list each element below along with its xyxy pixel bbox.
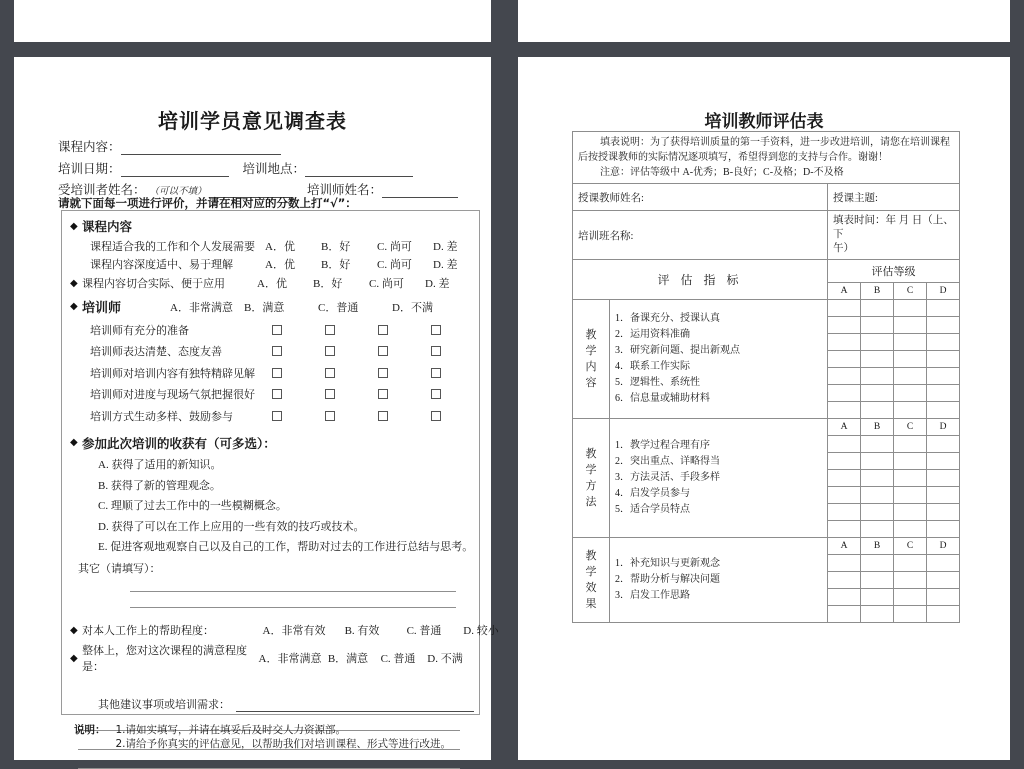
item: 1．补充知识与更新观念	[615, 558, 720, 569]
question-label: 培训方式生动多样、鼓励参与	[90, 410, 233, 423]
checkbox[interactable]	[431, 368, 441, 378]
option-b[interactable]: B．好	[321, 240, 351, 253]
checkbox-cell-b[interactable]	[315, 411, 368, 421]
option-d[interactable]: D. 差	[425, 278, 450, 290]
field-date-location	[58, 159, 458, 177]
checkbox-cell-d[interactable]	[421, 368, 474, 378]
items-teaching-content	[610, 300, 828, 419]
gain-other-input[interactable]	[130, 590, 456, 592]
option-c[interactable]: C. 普通	[406, 625, 442, 637]
checkbox[interactable]	[325, 368, 335, 378]
fill-time-units: 年 月 日（上、下	[833, 215, 954, 240]
section-course-heading	[70, 217, 474, 235]
grade-cell[interactable]	[927, 470, 960, 487]
footer-note-text: 2.请给予你真实的评估意见，以帮助我们对培训课程、形式等进行改进。	[115, 738, 452, 750]
grade-cell[interactable]	[894, 368, 927, 385]
items-teaching-effect	[610, 538, 828, 623]
grade-cell[interactable]	[828, 317, 861, 334]
grade-col-a: A	[828, 419, 861, 436]
checkbox[interactable]	[378, 411, 388, 421]
gain-option[interactable]: D. 获得了可以在工作上应用的一些有效的技巧或技术。	[98, 520, 365, 533]
grade-cell[interactable]	[828, 385, 861, 402]
option-a[interactable]: A．优	[265, 240, 295, 253]
field-trainer-input[interactable]	[382, 185, 458, 198]
item: 4．联系工作实际	[615, 361, 690, 372]
question-label: 培训师表达清楚、态度友善	[90, 346, 222, 358]
grade-cell[interactable]	[828, 334, 861, 351]
diamond-bullet-icon: ◆	[70, 652, 78, 664]
grade-cell[interactable]	[894, 555, 927, 572]
option-c[interactable]: C. 尚可	[377, 259, 412, 271]
question-label: 对本人工作上的帮助程度：	[82, 625, 214, 637]
checkbox-cell-d[interactable]	[421, 389, 474, 399]
items-teaching-method	[610, 419, 828, 538]
grade-cell[interactable]	[861, 589, 894, 606]
grade-cell[interactable]	[927, 436, 960, 453]
grade-cell[interactable]	[828, 300, 861, 317]
left-questionnaire-box	[61, 210, 499, 715]
question-label: 培训师有充分的准备	[90, 324, 189, 337]
option-c[interactable]: C. 普通	[380, 653, 416, 665]
tail-question-row	[70, 642, 474, 674]
question-label: 培训师对进度与现场气氛把握很好	[90, 389, 255, 401]
trainer-scale-b: B．满意	[244, 301, 285, 314]
grade-cell[interactable]	[861, 606, 894, 623]
grade-cell[interactable]	[894, 606, 927, 623]
question-label: 培训师对培训内容有独特精辟见解	[90, 367, 255, 380]
instruction-cell	[573, 132, 960, 184]
grade-col-d: D	[927, 538, 960, 555]
checkbox[interactable]	[378, 389, 388, 399]
option-b[interactable]: B．好	[313, 278, 343, 290]
grade-cell[interactable]	[927, 351, 960, 368]
grade-cell[interactable]	[828, 521, 861, 538]
item: 2．帮助分析与解决问题	[615, 574, 720, 585]
page-right-top-strip	[518, 0, 1010, 42]
grade-cell[interactable]	[861, 317, 894, 334]
diamond-bullet-icon: ◆	[70, 624, 78, 636]
field-date-label: 培训日期：	[58, 161, 121, 176]
gain-option[interactable]: A. 获得了适用的新知识。	[98, 459, 222, 471]
left-document-page	[14, 57, 499, 760]
checkbox-cell-b[interactable]	[315, 346, 368, 356]
right-page-title: 培训教师评估表	[704, 112, 824, 132]
checkbox-cell-b[interactable]	[315, 325, 368, 335]
grade-cell[interactable]	[861, 572, 894, 589]
grade-cell[interactable]	[894, 385, 927, 402]
question-label: 课程内容深度适中、易于理解	[90, 259, 233, 271]
grade-col-d: D	[927, 283, 960, 300]
section-effect-row	[573, 538, 960, 555]
grade-col-b: B	[861, 538, 894, 555]
teacher-name-field[interactable]: 授课教师姓名:	[573, 184, 828, 211]
checkbox[interactable]	[272, 411, 282, 421]
grade-cell[interactable]	[927, 317, 960, 334]
checkbox[interactable]	[272, 389, 282, 399]
grade-cell[interactable]	[861, 436, 894, 453]
grade-col-a: A	[828, 538, 861, 555]
checkbox[interactable]	[378, 325, 388, 335]
option-d[interactable]: D. 差	[433, 259, 458, 271]
section-gains	[70, 434, 474, 609]
grade-cell[interactable]	[894, 521, 927, 538]
suggestion-field	[98, 696, 474, 712]
section-trainer-heading-label: 培训师	[82, 301, 122, 316]
class-time-row	[573, 211, 960, 260]
grade-cell[interactable]	[927, 368, 960, 385]
checkbox[interactable]	[431, 346, 441, 356]
checkbox[interactable]	[431, 411, 441, 421]
item: 4．启发学员参与	[615, 488, 690, 499]
question-label: 课程内容切合实际、便于应用	[82, 278, 225, 290]
grade-cell[interactable]	[927, 385, 960, 402]
instruction-line-3: 注意：评估等级中 A-优秀；B-良好；C-及格；D-不及格	[600, 167, 844, 178]
question-label: 整体上，您对这次课程的满意程度是：	[82, 645, 247, 673]
grade-cell[interactable]	[927, 453, 960, 470]
fill-time-units-2: 午）	[833, 243, 854, 254]
option-a[interactable]: A．优	[257, 278, 287, 290]
checkbox-cell-d[interactable]	[421, 346, 474, 356]
category-teaching-effect: 教 学 效 果	[573, 538, 610, 623]
grade-cell[interactable]	[828, 368, 861, 385]
item: 3．研究新问题、提出新观点	[615, 345, 740, 356]
section-method-row	[573, 419, 960, 436]
teacher-evaluation-table	[572, 131, 960, 623]
page-left-top-strip	[14, 0, 491, 42]
checkbox-cell-c[interactable]	[368, 389, 421, 399]
field-trainee-note: （可以不填）	[149, 187, 207, 197]
item: 5．适合学员特点	[615, 504, 690, 515]
grade-cell[interactable]	[894, 402, 927, 419]
checkbox-cell-a[interactable]	[262, 389, 315, 399]
question-row	[90, 238, 474, 254]
checkbox-cell-c[interactable]	[368, 325, 421, 335]
option-b[interactable]: B．好	[321, 259, 351, 271]
fill-time-label: 填表时间：	[833, 215, 886, 226]
grade-cell[interactable]	[927, 334, 960, 351]
trainer-question-row	[70, 408, 474, 424]
left-header-fields	[58, 137, 458, 202]
field-location-input[interactable]	[305, 164, 413, 177]
grade-cell[interactable]	[894, 334, 927, 351]
checkbox-cell-a[interactable]	[262, 346, 315, 356]
grade-cell[interactable]	[927, 402, 960, 419]
instruction-line-2: 后按授课教师的实际情况逐项填写，希望得到您的支持与合作。谢谢！	[578, 152, 888, 163]
grade-cell[interactable]	[861, 453, 894, 470]
instruction-line-1: 填表说明：为了获得培训质量的第一手资料，进一步改进培训，请您在培训课程	[600, 137, 950, 148]
grade-col-b: B	[861, 419, 894, 436]
item: 6．信息量或辅助材料	[615, 393, 710, 404]
grade-cell[interactable]	[828, 402, 861, 419]
grade-cell[interactable]	[828, 470, 861, 487]
field-course-content	[58, 137, 458, 155]
diamond-bullet-icon: ◆	[70, 220, 78, 232]
grade-cell[interactable]	[927, 300, 960, 317]
grade-cell[interactable]	[828, 351, 861, 368]
trainer-question-row	[70, 386, 474, 402]
grade-cell[interactable]	[861, 521, 894, 538]
grade-cell[interactable]	[828, 453, 861, 470]
option-a[interactable]: A．优	[265, 259, 295, 271]
checkbox-cell-d[interactable]	[421, 411, 474, 421]
checkbox-cell-c[interactable]	[368, 368, 421, 378]
suggestion-label: 其他建议事项或培训需求：	[98, 699, 230, 711]
right-document-page	[518, 57, 1010, 760]
grade-cell[interactable]	[894, 317, 927, 334]
checkbox[interactable]	[272, 368, 282, 378]
category-teaching-content: 教 学 内 容	[573, 300, 610, 419]
grade-cell[interactable]	[861, 402, 894, 419]
checkbox[interactable]	[272, 325, 282, 335]
tail-question-row	[70, 622, 499, 638]
option-c[interactable]: C. 尚可	[369, 278, 404, 290]
grade-cell[interactable]	[861, 504, 894, 521]
checkbox-cell-a[interactable]	[262, 368, 315, 378]
option-a[interactable]: A．非常满意	[258, 653, 322, 665]
grade-cell[interactable]	[828, 589, 861, 606]
grade-cell[interactable]	[861, 334, 894, 351]
trainer-scale-a: A．非常满意	[170, 301, 233, 314]
class-name-field[interactable]: 培训班名称:	[573, 211, 828, 260]
left-page-title: 培训学员意见调查表	[158, 109, 347, 133]
item: 5．逻辑性、系统性	[615, 377, 700, 388]
gain-other-label: 其它（请填写）：	[78, 563, 161, 575]
footer-note-key: 说明：	[74, 724, 106, 736]
grade-cell[interactable]	[927, 521, 960, 538]
grade-col-c: C	[894, 283, 927, 300]
grade-cell[interactable]	[927, 487, 960, 504]
category-teaching-method: 教 学 方 法	[573, 419, 610, 538]
grade-cell[interactable]	[927, 606, 960, 623]
grade-cell[interactable]	[861, 487, 894, 504]
grade-col-a: A	[828, 283, 861, 300]
checkbox-cell-b[interactable]	[315, 389, 368, 399]
diamond-bullet-icon: ◆	[70, 301, 78, 312]
option-d[interactable]: D. 差	[433, 240, 458, 253]
checkbox-cell-a[interactable]	[262, 325, 315, 335]
item: 1．教学过程合理有序	[615, 440, 710, 451]
section-gains-heading-label: 参加此次培训的收获有（可多选）：	[82, 435, 276, 451]
checkbox[interactable]	[325, 346, 335, 356]
grade-cell[interactable]	[894, 504, 927, 521]
checkbox-cell-c[interactable]	[368, 346, 421, 356]
option-b[interactable]: B．满意	[327, 653, 369, 665]
checkbox-cell-c[interactable]	[368, 411, 421, 421]
trainer-scale-c: C．普通	[318, 301, 359, 314]
question-row-flagged	[70, 275, 474, 291]
field-course-content-label: 课程内容：	[58, 140, 121, 154]
section-course-content	[70, 217, 499, 769]
trainer-question-row	[70, 322, 474, 338]
teacher-topic-row	[573, 184, 960, 211]
grade-cell[interactable]	[828, 487, 861, 504]
item: 3．启发工作思路	[615, 590, 690, 601]
grade-col-c: C	[894, 419, 927, 436]
grade-cell[interactable]	[828, 436, 861, 453]
grade-cell[interactable]	[894, 300, 927, 317]
item: 3．方法灵活、手段多样	[615, 472, 720, 483]
grade-col-c: C	[894, 538, 927, 555]
grade-cell[interactable]	[828, 572, 861, 589]
left-instruction: 请就下面每一项进行评价，并请在相对应的分数上打“√”：	[58, 196, 357, 210]
grade-cell[interactable]	[828, 606, 861, 623]
section-gains-heading	[70, 434, 474, 452]
grade-cell[interactable]	[861, 300, 894, 317]
grade-cell[interactable]	[894, 487, 927, 504]
topic-field[interactable]: 授课主题:	[828, 184, 960, 211]
left-footer-note	[74, 723, 451, 751]
grade-cell[interactable]	[894, 436, 927, 453]
grade-col-b: B	[861, 283, 894, 300]
grade-cell[interactable]	[828, 555, 861, 572]
option-a[interactable]: A．非常有效	[262, 625, 326, 637]
grade-cell[interactable]	[861, 368, 894, 385]
trainer-scale-d: D．不满	[392, 301, 433, 314]
checkbox[interactable]	[378, 368, 388, 378]
grade-cell[interactable]	[927, 572, 960, 589]
grade-cell[interactable]	[894, 470, 927, 487]
gain-option[interactable]: C. 理顺了过去工作中的一些模糊概念。	[98, 500, 287, 512]
grade-cell[interactable]	[894, 453, 927, 470]
item: 1．备课充分、授课认真	[615, 313, 720, 324]
checkbox[interactable]	[272, 346, 282, 356]
checkbox-cell-b[interactable]	[315, 368, 368, 378]
item: 2．突出重点、详略得当	[615, 456, 720, 467]
option-c[interactable]: C. 尚可	[377, 240, 412, 253]
instruction-row	[573, 132, 960, 184]
option-d[interactable]: D. 较小	[463, 625, 499, 637]
question-label: 课程适合我的工作和个人发展需要	[90, 240, 255, 253]
section-content-row	[573, 300, 960, 317]
question-row	[90, 256, 474, 272]
item: 2．运用资料准确	[615, 329, 690, 340]
indicator-header: 评 估 指 标	[573, 260, 828, 300]
grade-cell[interactable]	[927, 589, 960, 606]
fill-time-field[interactable]	[828, 211, 960, 260]
checkbox[interactable]	[325, 411, 335, 421]
checkbox[interactable]	[378, 346, 388, 356]
grade-cell[interactable]	[894, 589, 927, 606]
field-date-input[interactable]	[121, 164, 229, 177]
field-trainee-label: 受培训者姓名：	[58, 183, 146, 197]
header-row-1	[573, 260, 960, 283]
grade-cell[interactable]	[861, 385, 894, 402]
trainer-question-row	[70, 343, 474, 359]
option-d[interactable]: D. 不满	[427, 653, 463, 665]
grade-cell[interactable]	[894, 572, 927, 589]
field-course-content-input[interactable]	[121, 142, 281, 155]
grade-cell[interactable]	[861, 351, 894, 368]
grade-cell[interactable]	[927, 555, 960, 572]
diamond-bullet-icon: ◆	[70, 437, 78, 448]
grade-cell[interactable]	[828, 504, 861, 521]
checkbox[interactable]	[431, 389, 441, 399]
section-course-heading-label: 课程内容	[82, 219, 133, 234]
checkbox-cell-d[interactable]	[421, 325, 474, 335]
checkbox[interactable]	[431, 325, 441, 335]
field-trainer-label: 培训师姓名：	[306, 183, 382, 197]
grade-cell[interactable]	[861, 555, 894, 572]
diamond-bullet-icon: ◆	[70, 277, 78, 289]
option-b[interactable]: B. 有效	[344, 625, 380, 637]
grade-cell[interactable]	[894, 351, 927, 368]
grade-cell[interactable]	[927, 504, 960, 521]
checkbox[interactable]	[325, 325, 335, 335]
gain-option[interactable]: B. 获得了新的管理观念。	[98, 479, 221, 492]
grade-col-d: D	[927, 419, 960, 436]
gain-option[interactable]: E. 促进客观地观察自己以及自己的工作，帮助对过去的工作进行总结与思考。	[98, 541, 474, 553]
section-trainer-heading	[70, 297, 474, 316]
gain-other-input-2[interactable]	[130, 606, 456, 608]
footer-note-line-1	[74, 723, 451, 737]
checkbox[interactable]	[325, 389, 335, 399]
suggestion-input[interactable]	[236, 699, 474, 712]
footer-note-line-2	[74, 737, 451, 751]
trainer-question-row	[70, 365, 474, 381]
grade-header: 评估等级	[828, 260, 960, 283]
grade-cell[interactable]	[861, 470, 894, 487]
field-location-label: 培训地点：	[242, 161, 306, 176]
checkbox-cell-a[interactable]	[262, 411, 315, 421]
footer-note-text: 1.请如实填写，并请在填妥后及时交人力资源部。	[115, 724, 347, 736]
